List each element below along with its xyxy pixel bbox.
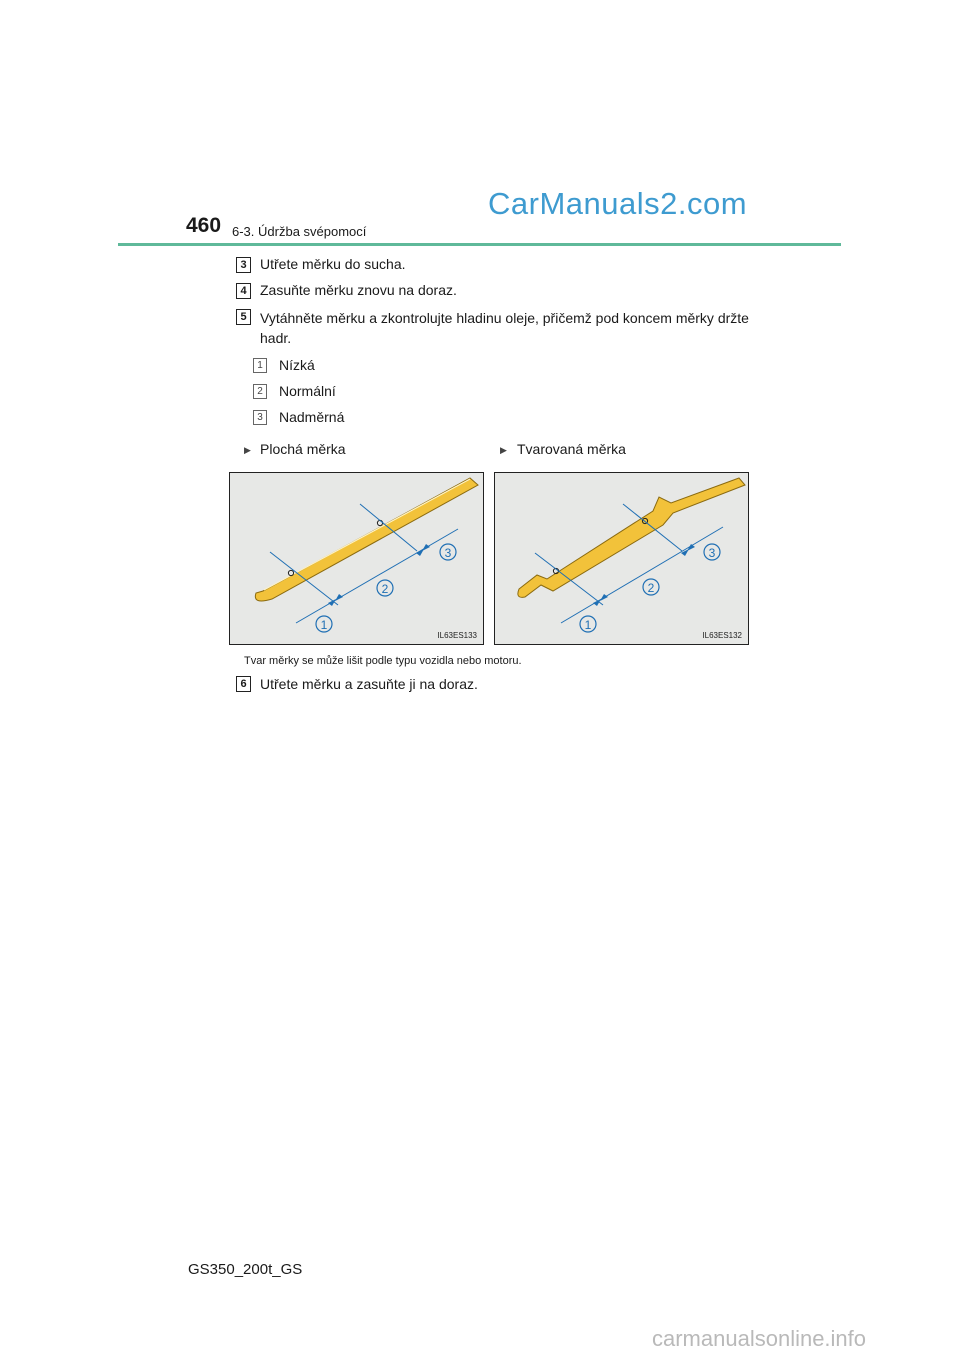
level-label-low: Nízká: [279, 357, 315, 373]
page-number: 460: [186, 214, 222, 237]
step-text-5: Vytáhněte měrku a zkontrolujte hladinu oleje, přičemž pod koncem měrky držte hadr.: [260, 310, 749, 346]
step-text-6: Utřete měrku a zasuňte ji na doraz.: [260, 676, 478, 692]
callout-1: 1: [320, 618, 328, 632]
level-badge-1: 1: [253, 358, 267, 373]
callout-1: 1: [584, 618, 592, 632]
figure-caption: Tvar měrky se může lišit podle typu vozidla nebo motoru.: [244, 655, 522, 667]
callout-2: 2: [381, 582, 389, 596]
step-text-4: Zasuňte měrku znovu na doraz.: [260, 282, 457, 298]
level-badge-2: 2: [253, 384, 267, 399]
flat-dipstick-illustration: [230, 473, 483, 644]
level-label-excess: Nadměrná: [279, 409, 345, 425]
section-title: 6-3. Údržba svépomocí: [232, 224, 367, 239]
step-badge-5: 5: [236, 309, 251, 325]
step-text-3: Utřete měrku do sucha.: [260, 256, 406, 272]
site-watermark: carmanualsonline.info: [652, 1326, 867, 1351]
step-badge-3: 3: [236, 257, 251, 273]
footer-model-code: GS350_200t_GS: [188, 1261, 303, 1278]
triangle-bullet-icon: ▶: [500, 445, 507, 455]
step-badge-6: 6: [236, 676, 251, 692]
figure-code: IL63ES132: [702, 631, 742, 640]
level-badge-3: 3: [253, 410, 267, 425]
callout-2: 2: [647, 581, 655, 595]
step-badge-4: 4: [236, 283, 251, 299]
shaped-dipstick-illustration: [495, 473, 748, 644]
figure-code: IL63ES133: [437, 631, 477, 640]
level-label-normal: Normální: [279, 383, 336, 399]
figure-label-shaped: Tvarovaná měrka: [517, 441, 626, 457]
watermark-logo: CarManuals2.com: [488, 186, 748, 221]
figure-shaped-dipstick: [494, 472, 749, 645]
header-rule: [118, 243, 841, 246]
figure-label-flat: Plochá měrka: [260, 441, 346, 457]
callout-3: 3: [708, 546, 716, 560]
figure-flat-dipstick: [229, 472, 484, 645]
triangle-bullet-icon: ▶: [244, 445, 251, 455]
callout-3: 3: [444, 546, 452, 560]
